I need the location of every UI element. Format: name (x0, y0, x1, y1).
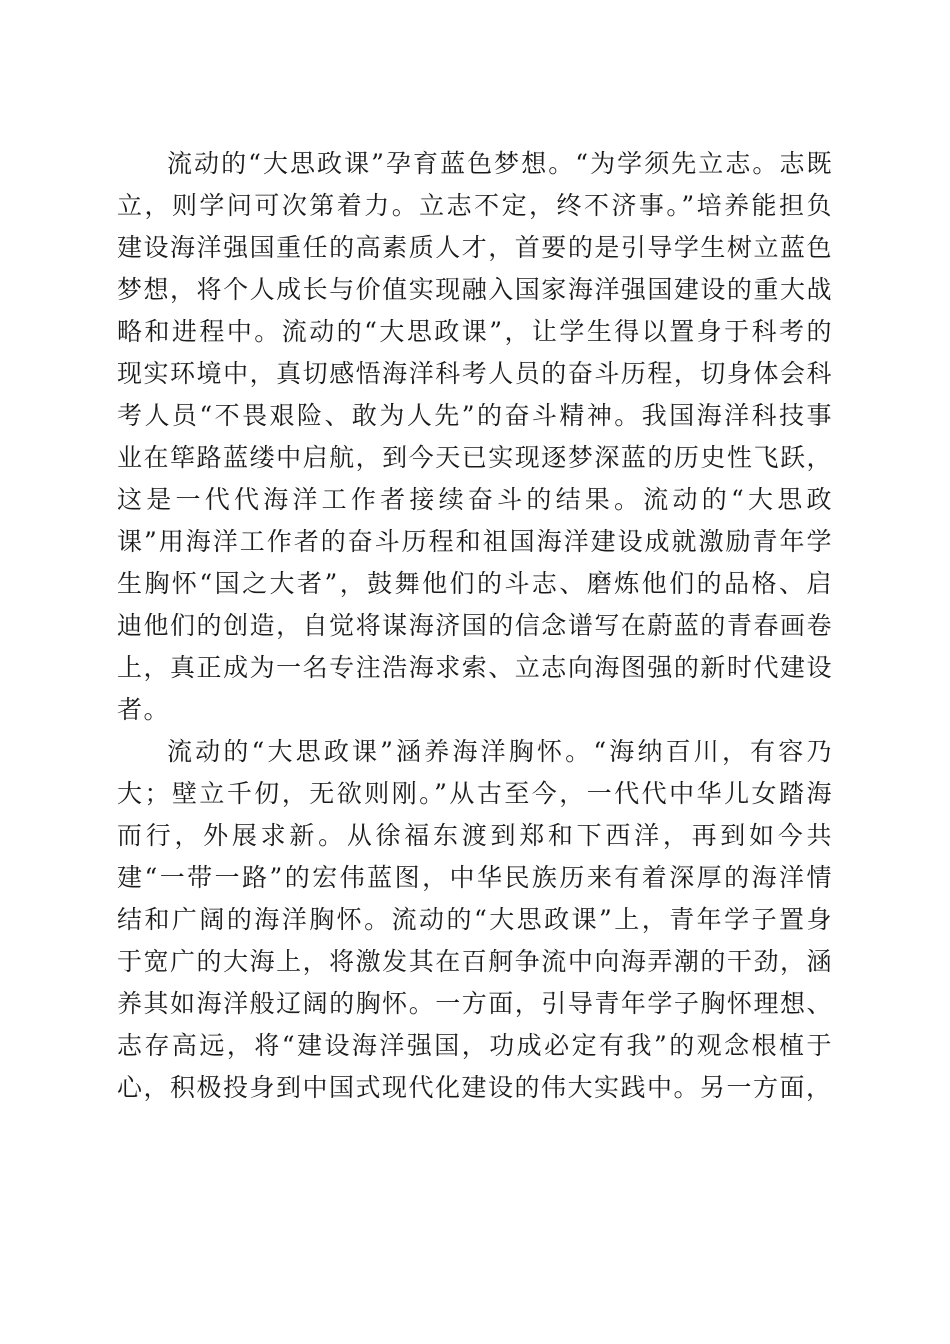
paragraph-ocean-mind: 流动的“大思政课”涵养海洋胸怀。“海纳百川，有容乃大；壁立千仞，无欲则刚。”从古至今，一代代中华儿女踏海而行，外展求新。从徐福东渡到郑和下西洋，再到如今共建“一带一路”的宏伟蓝图，中华民族历来有着深厚的海洋情结和广阔的海洋胸怀。流动的“大思政课”上，青年学子置身于宽广的大海上，将激发其在百舸争流中向海弄潮的干劲，涵养其如海洋般辽阔的胸怀。一方面，引导青年学子胸怀理想、志存高远，将“建设海洋强国，功成必定有我”的观念根植于心，积极投身到中国式现代化建设的伟大实践中。另一方面， (117, 737, 833, 1102)
paragraph-blue-dream: 流动的“大思政课”孕育蓝色梦想。“为学须先立志。志既立，则学问可次第着力。立志不定，终不济事。”培养能担负建设海洋强国重任的高素质人才，首要的是引导学生树立蓝色梦想，将个人成长与价值实现融入国家海洋强国建设的重大战略和进程中。流动的“大思政课”，让学生得以置身于科考的现实环境中，真切感悟海洋科考人员的奋斗历程，切身体会科考人员“不畏艰险、敢为人先”的奋斗精神。我国海洋科技事业在筚路蓝缕中启航，到今天已实现逐梦深蓝的历史性飞跃，这是一代代海洋工作者接续奋斗的结果。流动的“大思政课”用海洋工作者的奋斗历程和祖国海洋建设成就激励青年学生胸怀“国之大者”，鼓舞他们的斗志、磨炼他们的品格、启迪他们的创造，自觉将谋海济国的信念谱写在蔚蓝的青春画卷上，真正成为一名专注浩海求索、立志向海图强的新时代建设者。 (117, 149, 833, 724)
article-body (117, 143, 833, 1109)
